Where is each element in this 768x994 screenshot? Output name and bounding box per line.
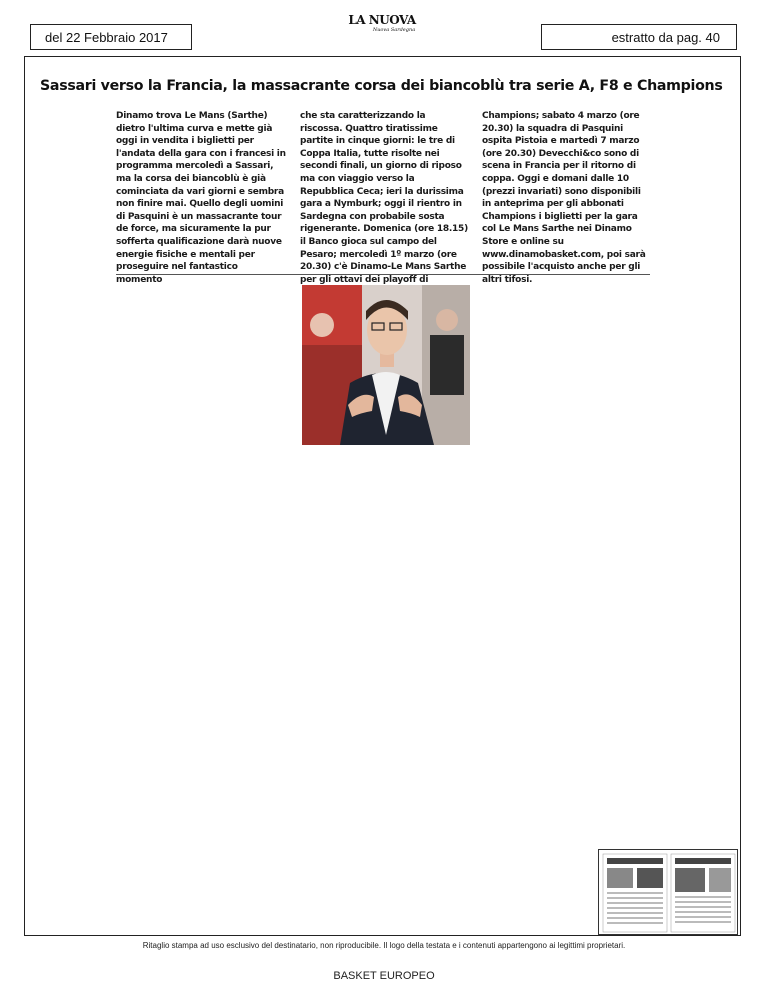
copyright-disclaimer: Ritaglio stampa ad uso esclusivo del destinatario, non riproducibile. Il logo della testata e i contenuti appartengono ai legittimi proprietari. [142, 941, 626, 950]
article-column-1: Dinamo trova Le Mans (Sarthe) dietro l'ultima curva e mette già oggi in vendita i biglietti per l'andata della gara con i francesi in programma mercoledì a Sassari, ma la corsa dei biancoblù è già cominciata da vari giorni e sembra non finire mai. Quello degli uomini di Pasquini è un massacrante tour de force, ma sicuramente la pur sofferta qualificazione darà nuove energie fisiche e mentali per proseguire nel fantastico momento [116, 111, 286, 285]
logo-title: LA NUOVA [348, 13, 416, 27]
page-reference: estratto da pag. 40 [611, 29, 720, 45]
page-reference-box [541, 24, 737, 50]
logo-subtitle: Nuova Sardegna [372, 27, 416, 33]
coach-photo [302, 285, 470, 445]
article-column-3: Champions; sabato 4 marzo (ore 20.30) la squadra di Pasquini ospita Pistoia e martedì 7 marzo (ore 20.30) Devecchi&co sono di scena in Francia per il ritorno di coppa. Oggi e domani dalle 10 (prezzi invariati) sono disponibili in anteprima per gli abbonati Champions i biglietti per la gara col Le Mans Sarthe nei Dinamo Store e online su www.dinamobasket.com, poi sarà possibile l'acquisto anche per gli altri tifosi. [482, 111, 646, 285]
article-headline: Sassari verso la Francia, la massacrante corsa dei biancoblù tra serie A, F8 e Champions [40, 78, 723, 94]
section-label: BASKET EUROPEO [333, 970, 435, 982]
publication-date: del 22 Febbraio 2017 [45, 29, 168, 45]
article-column-2: che sta caratterizzando la riscossa. Quattro tiratissime partite in cinque giorni: le tre di Coppa Italia, tutte risolte nei secondi finali, un giorno di riposo ma con viaggio verso la Repubblica Ceca; ieri la durissima gara a Nymburk; oggi il rientro in Sardegna con probabile sosta rigenerante. Domenica (ore 18.15) il Banco gioca sul campo del Pesaro; mercoledì 1º marzo (ore 20.30) c'è Dinamo-Le Mans Sarthe per gli ottavi dei playoff di [300, 111, 468, 285]
newspaper-logo [346, 14, 418, 40]
date-box [30, 24, 192, 50]
page-thumbnail [598, 849, 738, 935]
article-divider [116, 274, 650, 275]
